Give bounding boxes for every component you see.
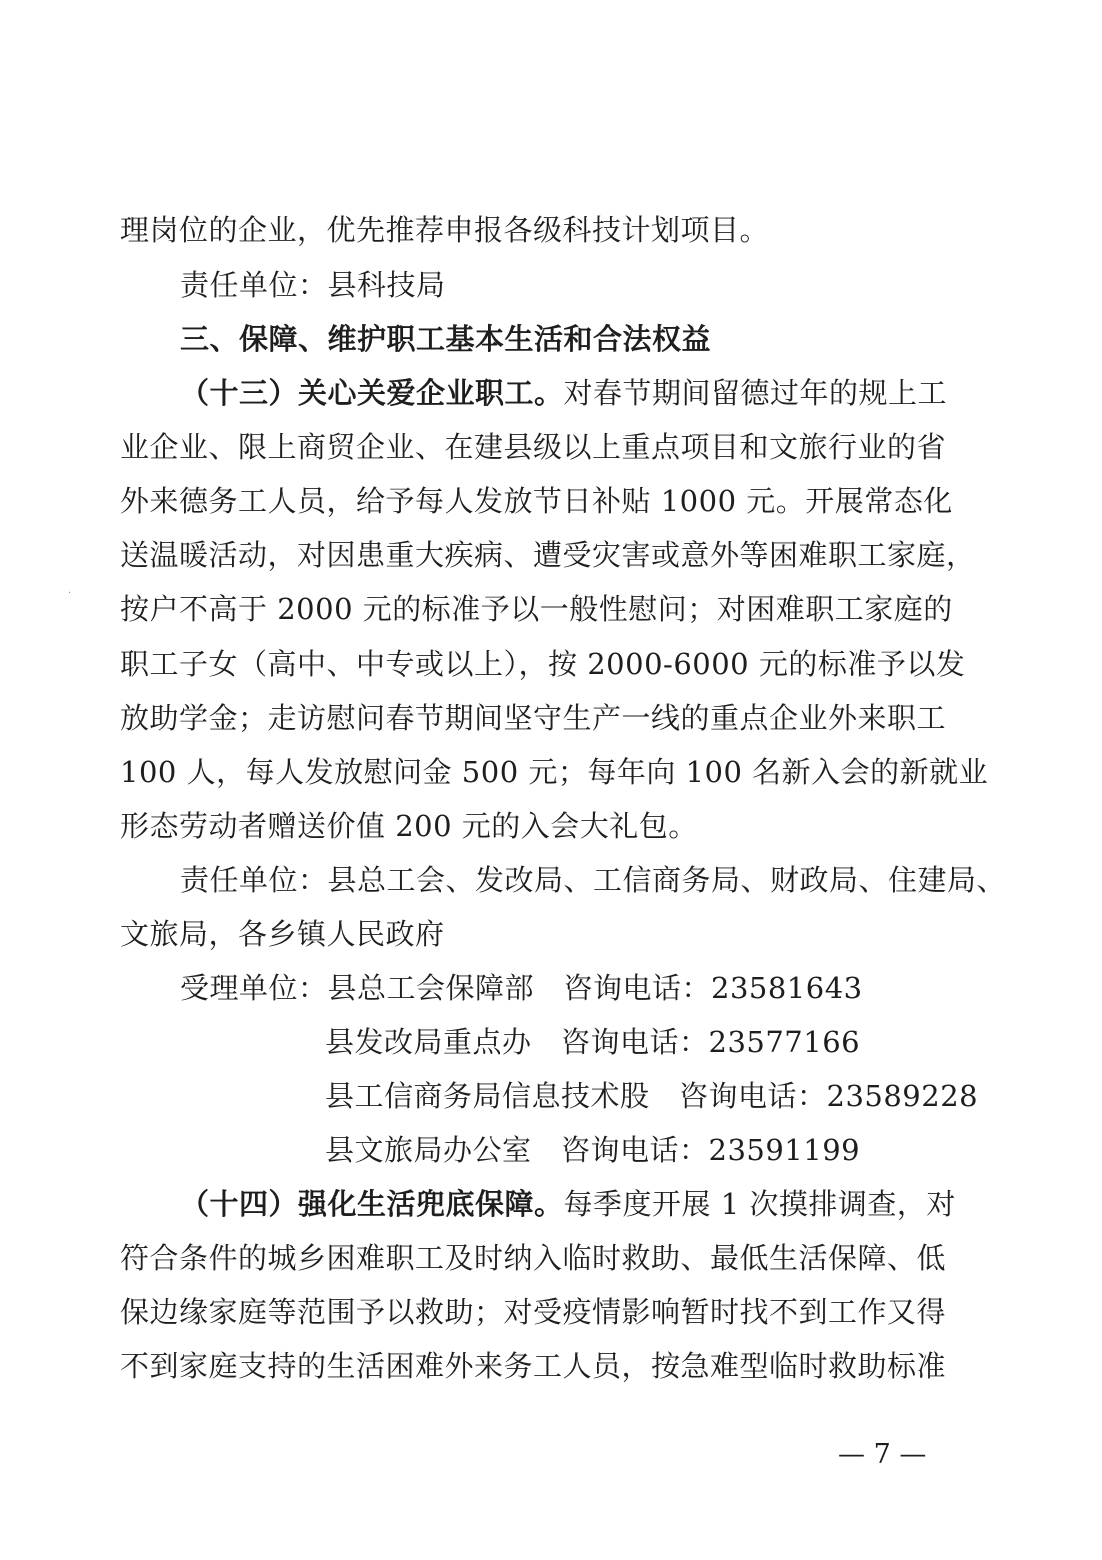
- contact-line-2: 县发改局重点办 咨询电话：23577166: [325, 1025, 861, 1059]
- text-line-1: 理岗位的企业，优先推荐申报各级科技计划项目。: [120, 213, 770, 247]
- text-line-10: 放助学金；走访慰问春节期间坚守生产一线的重点企业外来职工: [120, 701, 947, 735]
- contact-line-3: 县工信商务局信息技术股 咨询电话：23589228: [325, 1079, 979, 1113]
- item-14-lead-text: 每季度开展 1 次摸排调查，对: [563, 1187, 956, 1221]
- item-13-first-line: [180, 375, 947, 411]
- text-line-22: 不到家庭支持的生活困难外来务工人员，按急难型临时救助标准: [120, 1349, 947, 1383]
- contact-line-4: 县文旅局办公室 咨询电话：23591199: [325, 1133, 861, 1167]
- item-14-first-line: [180, 1186, 956, 1222]
- text-line-11: 100 人，每人发放慰问金 500 元；每年向 100 名新入会的新就业: [120, 755, 989, 789]
- text-line-6: 外来德务工人员，给予每人发放节日补贴 1000 元。开展常态化: [120, 484, 953, 518]
- scan-speck: ·: [68, 588, 72, 599]
- text-line-9: 职工子女（高中、中专或以上），按 2000-6000 元的标准予以发: [120, 647, 966, 681]
- responsible-unit-1: 责任单位：县科技局: [180, 268, 446, 302]
- responsible-unit-2-cont: 文旅局，各乡镇人民政府: [120, 917, 445, 951]
- section-heading-3: 三、保障、维护职工基本生活和合法权益: [180, 322, 712, 356]
- item-13-lead-text: 对春节期间留德过年的规上工: [563, 376, 948, 410]
- contact-line-1: 受理单位：县总工会保障部 咨询电话：23581643: [180, 971, 863, 1005]
- text-line-8: 按户不高于 2000 元的标准予以一般性慰问；对困难职工家庭的: [120, 592, 953, 626]
- text-line-7: 送温暖活动，对因患重大疾病、遭受灾害或意外等困难职工家庭，: [120, 538, 976, 572]
- page-number: — 7 —: [838, 1439, 927, 1470]
- text-line-21: 保边缘家庭等范围予以救助；对受疫情影响暂时找不到工作又得: [120, 1295, 947, 1329]
- item-13-title: （十三）关心关爱企业职工。: [180, 376, 564, 410]
- text-line-12: 形态劳动者赠送价值 200 元的入会大礼包。: [120, 809, 698, 843]
- text-line-20: 符合条件的城乡困难职工及时纳入临时救助、最低生活保障、低: [120, 1241, 947, 1275]
- item-14-title: （十四）强化生活兜底保障。: [180, 1187, 564, 1221]
- text-line-5: 业企业、限上商贸企业、在建县级以上重点项目和文旅行业的省: [120, 430, 947, 464]
- responsible-unit-2: 责任单位：县总工会、发改局、工信商务局、财政局、住建局、: [180, 863, 1007, 897]
